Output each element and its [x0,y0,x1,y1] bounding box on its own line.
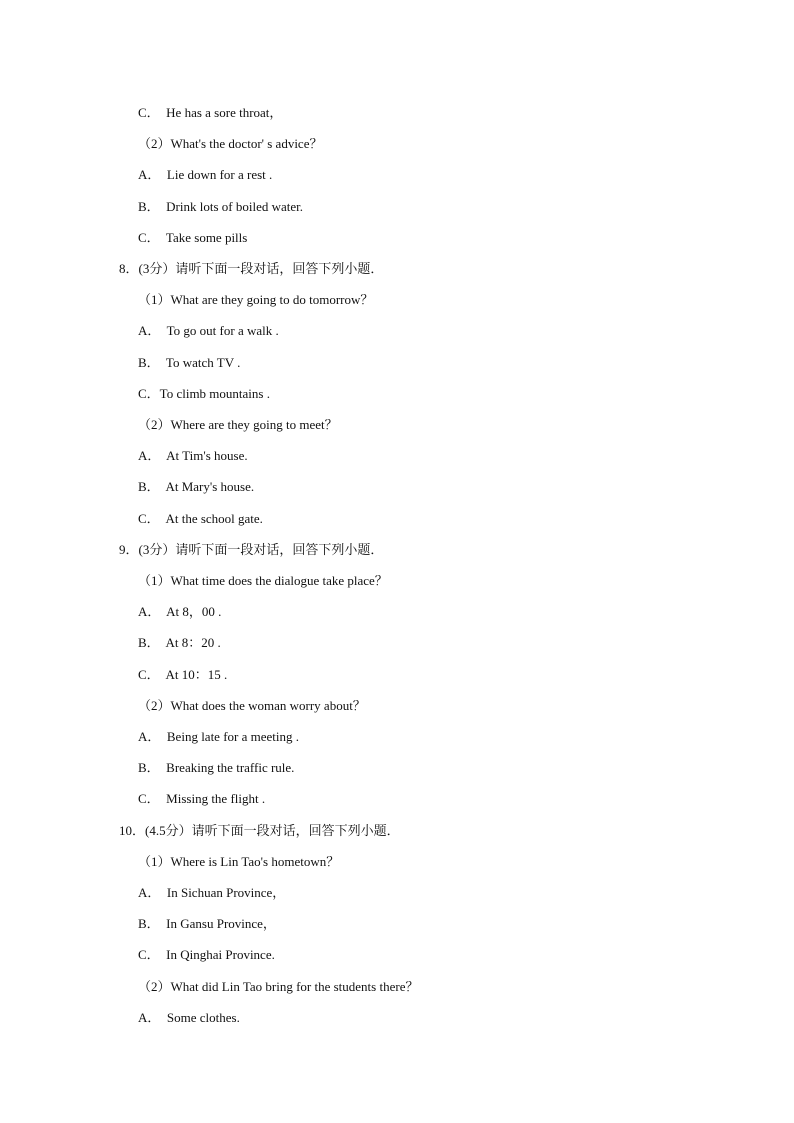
answer-option: C． Missing the flight . [138,791,266,806]
answer-option: A． In Sichuan Province， [138,885,286,900]
answer-option: A． To go out for a walk . [138,323,279,338]
sub-question: （1）What are they going to do tomorrow？ [138,292,374,307]
question-heading: 10．(4.5分）请听下面一段对话，回答下列小题． [119,823,400,838]
sub-question: （2）What did Lin Tao bring for the students there？ [138,979,419,994]
answer-option: C． In Qinghai Province. [138,947,275,962]
sub-question: （2）Where are they going to meet？ [138,417,338,432]
answer-option: C． At the school gate. [138,511,263,526]
sub-question: （2）What's the doctor' s advice？ [138,136,323,151]
answer-option: B． In Gansu Province， [138,916,276,931]
answer-option: B． Drink lots of boiled water. [138,199,304,214]
answer-option: A． Lie down for a rest . [138,167,273,182]
answer-option: A． At Tim's house. [138,448,248,463]
answer-option: C． Take some pills [138,230,248,245]
answer-option: C． At 10：15 . [138,667,228,682]
answer-option: B． Breaking the traffic rule. [138,760,295,775]
question-heading: 8．(3分）请听下面一段对话，回答下列小题． [119,261,384,276]
sub-question: （2）What does the woman worry about？ [138,698,366,713]
answer-option: B． At 8：20 . [138,635,221,650]
answer-option: B． At Mary's house. [138,479,255,494]
sub-question: （1）Where is Lin Tao's hometown？ [138,854,340,869]
sub-question: （1）What time does the dialogue take place？ [138,573,388,588]
question-heading: 9．(3分）请听下面一段对话，回答下列小题． [119,542,384,557]
answer-option: A． At 8，00 . [138,604,222,619]
answer-option: C．To climb mountains . [138,386,270,401]
answer-option: A． Being late for a meeting . [138,729,300,744]
answer-option: B． To watch TV . [138,355,241,370]
answer-option: C． He has a sore throat， [138,105,283,120]
answer-option: A． Some clothes. [138,1010,240,1025]
